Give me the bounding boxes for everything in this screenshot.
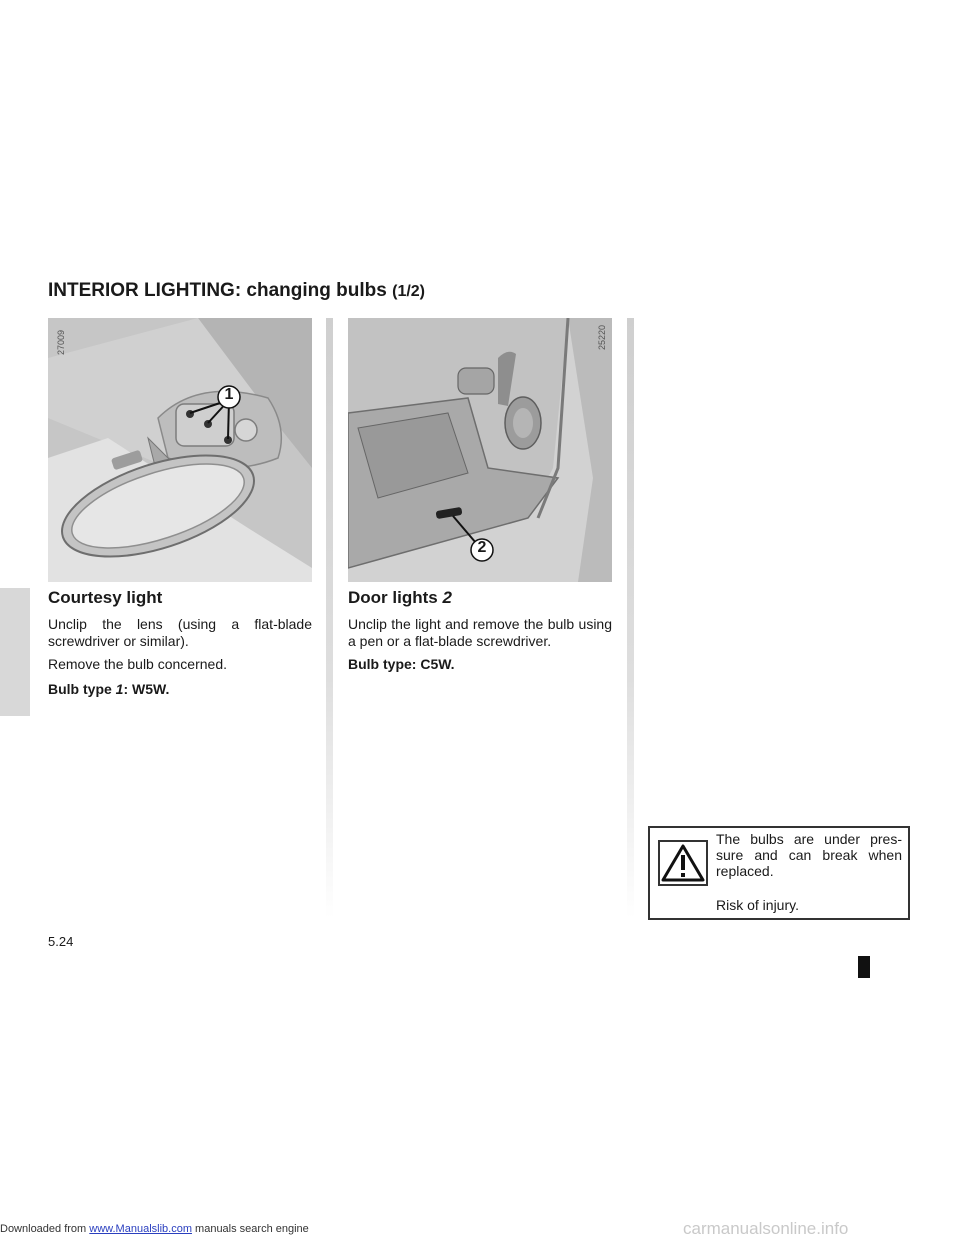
- warning-box: [648, 826, 910, 920]
- callout-1: 1: [224, 386, 234, 403]
- page-marker: [858, 956, 870, 978]
- courtesy-light-step-2: Remove the bulb concerned.: [48, 656, 227, 672]
- courtesy-light-step-1: Unclip the lens (using a flat-blade screwdriver or similar).: [48, 616, 312, 649]
- door-lights-bulb-type: Bulb type: C5W.: [348, 656, 455, 672]
- courtesy-light-bulb-type: Bulb type 1: W5W.: [48, 681, 170, 697]
- courtesy-light-heading: Courtesy light: [48, 588, 163, 607]
- door-light-figure: [348, 318, 612, 582]
- callout-2: 2: [477, 539, 487, 556]
- page-title: INTERIOR LIGHTING: changing bulbs (1/2): [48, 280, 426, 301]
- manualslib-link[interactable]: www.Manualslib.com: [89, 1223, 192, 1235]
- warning-triangle-icon: [658, 840, 708, 886]
- warning-risk: Risk of injury.: [716, 897, 799, 913]
- watermark: carmanualsonline.info: [683, 1219, 849, 1238]
- download-footer: Downloaded from www.Manualslib.com manuals search engine: [0, 1223, 309, 1235]
- page-number: 5.24: [48, 934, 74, 949]
- column-separator: [627, 318, 634, 918]
- figure-id: 27009: [56, 329, 66, 355]
- chapter-tab: [0, 588, 30, 716]
- page-title-part: (1/2): [392, 283, 426, 300]
- door-lights-step-1: Unclip the light and remove the bulb using a pen or a flat-blade screwdriver.: [348, 616, 612, 649]
- door-lights-heading: Door lights 2: [348, 588, 452, 607]
- column-separator: [326, 318, 333, 918]
- courtesy-light-illustration: [48, 318, 312, 582]
- warning-text: The bulbs are under pres-sure and can break when replaced.: [716, 831, 902, 879]
- courtesy-light-figure: [48, 318, 312, 582]
- figure-id: 25220: [597, 324, 607, 350]
